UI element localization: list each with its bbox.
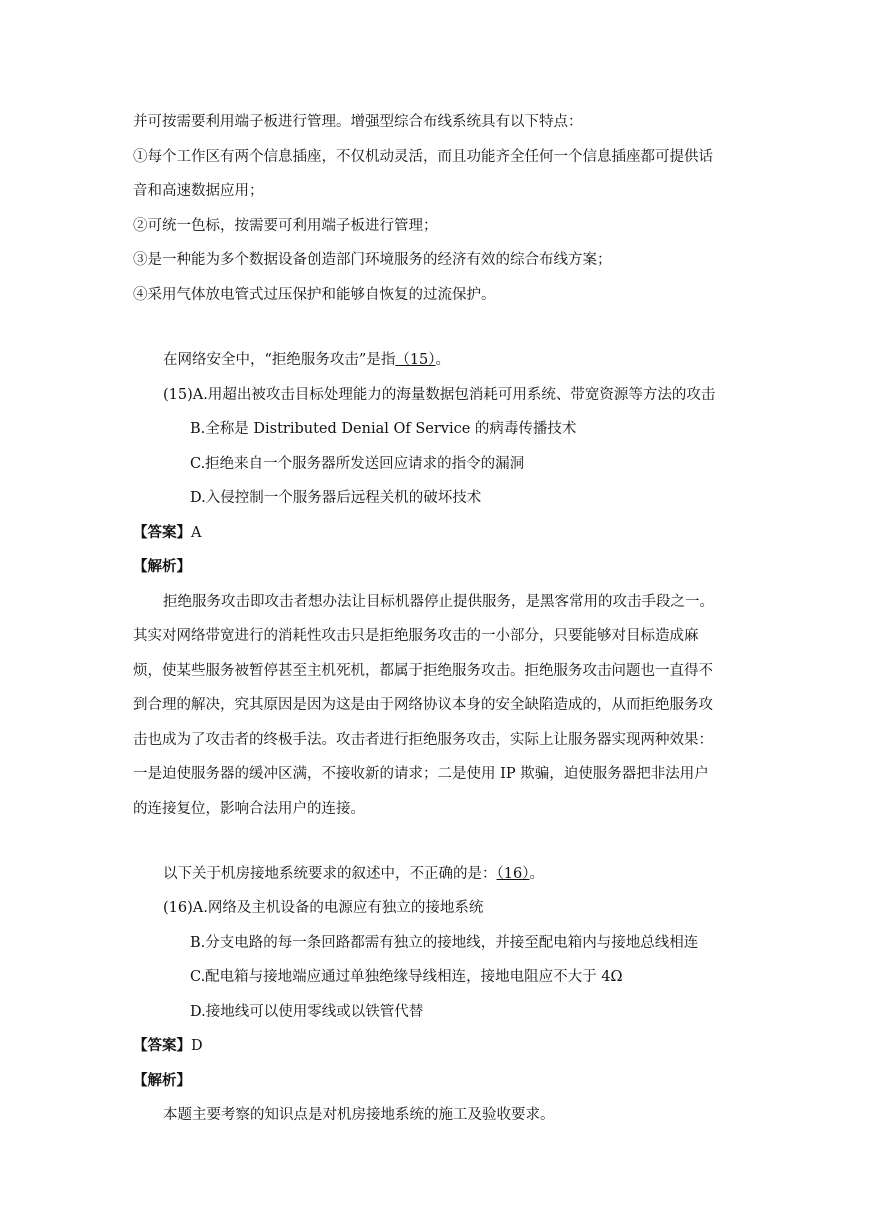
- answer-value: D: [191, 1038, 203, 1054]
- answer-label: 【答案】: [133, 1037, 191, 1054]
- analysis-line: 本题主要考察的知识点是对机房接地系统的施工及验收要求。: [163, 1107, 555, 1123]
- question-15-option-c: C.拒绝来自一个服务器所发送回应请求的指令的漏洞: [190, 456, 525, 472]
- intro-item: ③是一种能为多个数据设备创造部门环境服务的经济有效的综合布线方案；: [133, 252, 612, 268]
- question-16-analysis-label: 【解析】: [133, 1072, 191, 1089]
- question-16-stem-text: 以下关于机房接地系统要求的叙述中，不正确的是：: [163, 866, 497, 882]
- analysis-line: 一是迫使服务器的缓冲区满，不接收新的请求；二是使用 IP 欺骗，迫使服务器把非法用户: [133, 766, 709, 782]
- question-16-option-b: B.分支电路的每一条回路都需有独立的接地线，并接至配电箱内与接地总线相连: [190, 935, 699, 951]
- question-15-stem-text: 在网络安全中，“拒绝服务攻击”是指: [163, 352, 396, 368]
- question-16-option-a: (16)A.网络及主机设备的电源应有独立的接地系统: [163, 900, 484, 916]
- intro-lead: 并可按需要利用端子板进行管理。增强型综合布线系统具有以下特点：: [133, 114, 583, 130]
- question-16-answer: [133, 1036, 203, 1056]
- analysis-line: 击也成为了攻击者的终极手法。攻击者进行拒绝服务攻击，实际上让服务器实现两种效果：: [133, 732, 713, 748]
- analysis-line: 拒绝服务攻击即攻击者想办法让目标机器停止提供服务，是黑客常用的攻击手段之一。: [163, 594, 714, 610]
- analysis-line: 其实对网络带宽进行的消耗性攻击只是拒绝服务攻击的一小部分，只要能够对目标造成麻: [133, 628, 699, 644]
- question-15-answer: [133, 523, 201, 543]
- question-16-option-c: C.配电箱与接地端应通过单独绝缘导线相连，接地电阻应不大于 4Ω: [190, 969, 623, 985]
- analysis-line: 的连接复位，影响合法用户的连接。: [133, 801, 365, 817]
- analysis-line: 烦，使某些服务被暂停甚至主机死机，都属于拒绝服务攻击。拒绝服务攻击问题也一直得不: [133, 663, 713, 679]
- question-15-option-b: B.全称是 Distributed Denial Of Service 的病毒传播技术: [190, 421, 577, 437]
- question-15-analysis-label: 【解析】: [133, 558, 191, 575]
- intro-item: ④采用气体放电管式过压保护和能够自恢复的过流保护。: [133, 287, 496, 303]
- question-15-blank: （15）: [395, 352, 436, 368]
- answer-value: A: [191, 525, 202, 541]
- analysis-line: 到合理的解决，究其原因是因为这是由于网络协议本身的安全缺陷造成的，从而拒绝服务攻: [133, 697, 713, 713]
- question-16-blank: （16）: [496, 866, 530, 882]
- question-15-stem: [163, 350, 450, 370]
- question-15-option-d: D.入侵控制一个服务器后远程关机的破坏技术: [190, 490, 482, 506]
- intro-item: ①每个工作区有两个信息插座，不仅机动灵活，而且功能齐全任何一个信息插座都可提供话: [133, 149, 713, 165]
- intro-item: 音和高速数据应用；: [133, 183, 264, 199]
- question-16-stem: [163, 864, 544, 884]
- question-15-option-a: (15)A.用超出被攻击目标处理能力的海量数据包消耗可用系统、带宽资源等方法的攻击: [163, 387, 716, 403]
- question-15-stem-end: 。: [435, 352, 451, 368]
- intro-item: ②可统一色标，按需要可利用端子板进行管理；: [133, 218, 438, 234]
- question-16-stem-end: 。: [529, 866, 544, 882]
- answer-label: 【答案】: [133, 524, 191, 541]
- question-16-option-d: D.接地线可以使用零线或以铁管代替: [190, 1004, 424, 1020]
